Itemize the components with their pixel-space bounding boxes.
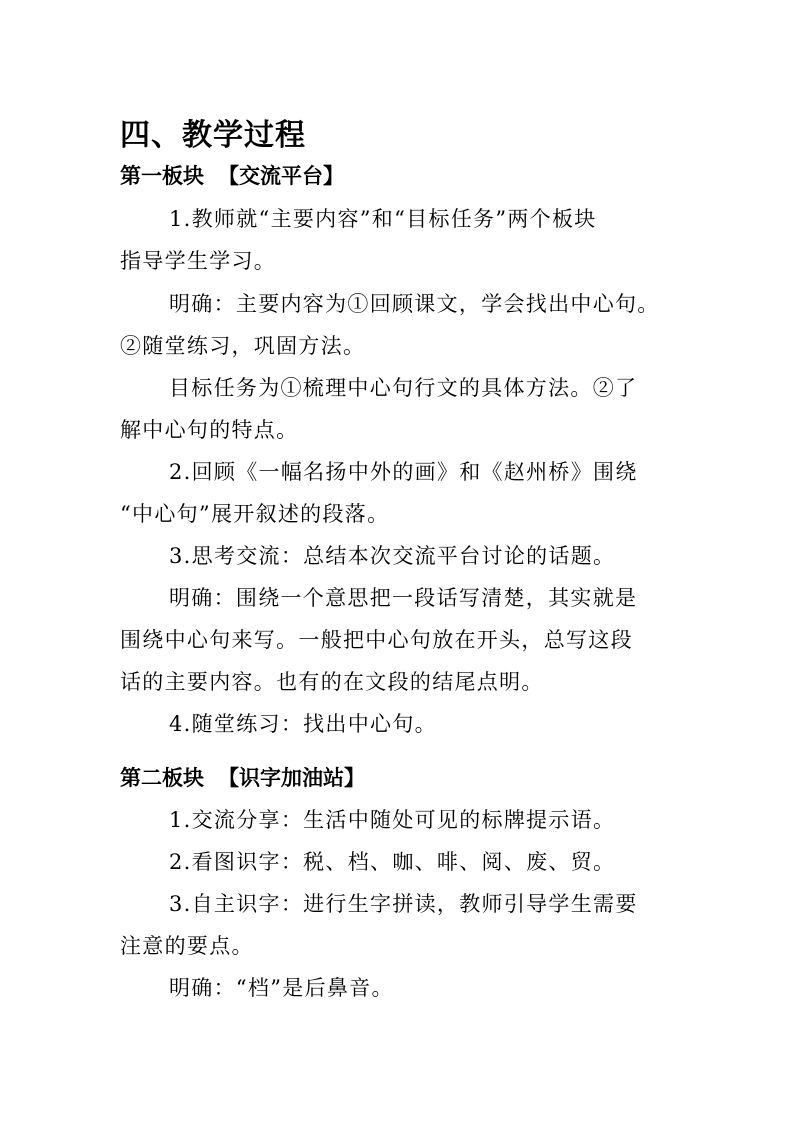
- paragraph-line: ②随堂练习，巩固方法。: [120, 334, 366, 358]
- paragraph-line: 明确：主要内容为①回顾课文，学会找出中心句。: [169, 292, 660, 316]
- section-1-label: 第一板块: [120, 164, 204, 188]
- paragraph-line: 2.看图识字：税、档、咖、啡、阅、废、贸。: [169, 850, 616, 874]
- paragraph-line: 4.随堂练习：找出中心句。: [169, 712, 437, 736]
- section-2-title: [120, 762, 365, 792]
- paragraph-line: 2.回顾《一幅名扬中外的画》和《赵州桥》围绕: [169, 460, 638, 484]
- paragraph-line: 指导学生学习。: [120, 249, 277, 273]
- paragraph-line: 围绕中心句来写。一般把中心句放在开头，总写这段: [120, 628, 633, 652]
- paragraph-line: 1.教师就“主要内容”和“目标任务”两个板块: [169, 207, 597, 231]
- section-1-title: [120, 160, 344, 190]
- paragraph-line: 明确：围绕一个意思把一段话写清楚，其实就是: [169, 586, 638, 610]
- paragraph-line: 解中心句的特点。: [120, 418, 299, 442]
- page-heading: 四、教学过程: [120, 118, 306, 153]
- section-2-bracket: 【识字加油站】: [218, 766, 365, 790]
- paragraph-line: 1.交流分享：生活中随处可见的标牌提示语。: [169, 808, 616, 832]
- paragraph-line: 话的主要内容。也有的在文段的结尾点明。: [120, 670, 544, 694]
- section-2-label: 第二板块: [120, 766, 204, 790]
- paragraph-line: 注意的要点。: [120, 934, 254, 958]
- paragraph-line: 3.思考交流：总结本次交流平台讨论的话题。: [169, 544, 616, 568]
- paragraph-line: 目标任务为①梳理中心句行文的具体方法。②了: [169, 376, 638, 400]
- section-1-bracket: 【交流平台】: [218, 164, 344, 188]
- paragraph-line: “中心句”展开叙述的段落。: [120, 502, 390, 526]
- paragraph-line: 3.自主识字：进行生字拼读，教师引导学生需要: [169, 892, 638, 916]
- paragraph-line: 明确：“档”是后鼻音。: [169, 976, 394, 1000]
